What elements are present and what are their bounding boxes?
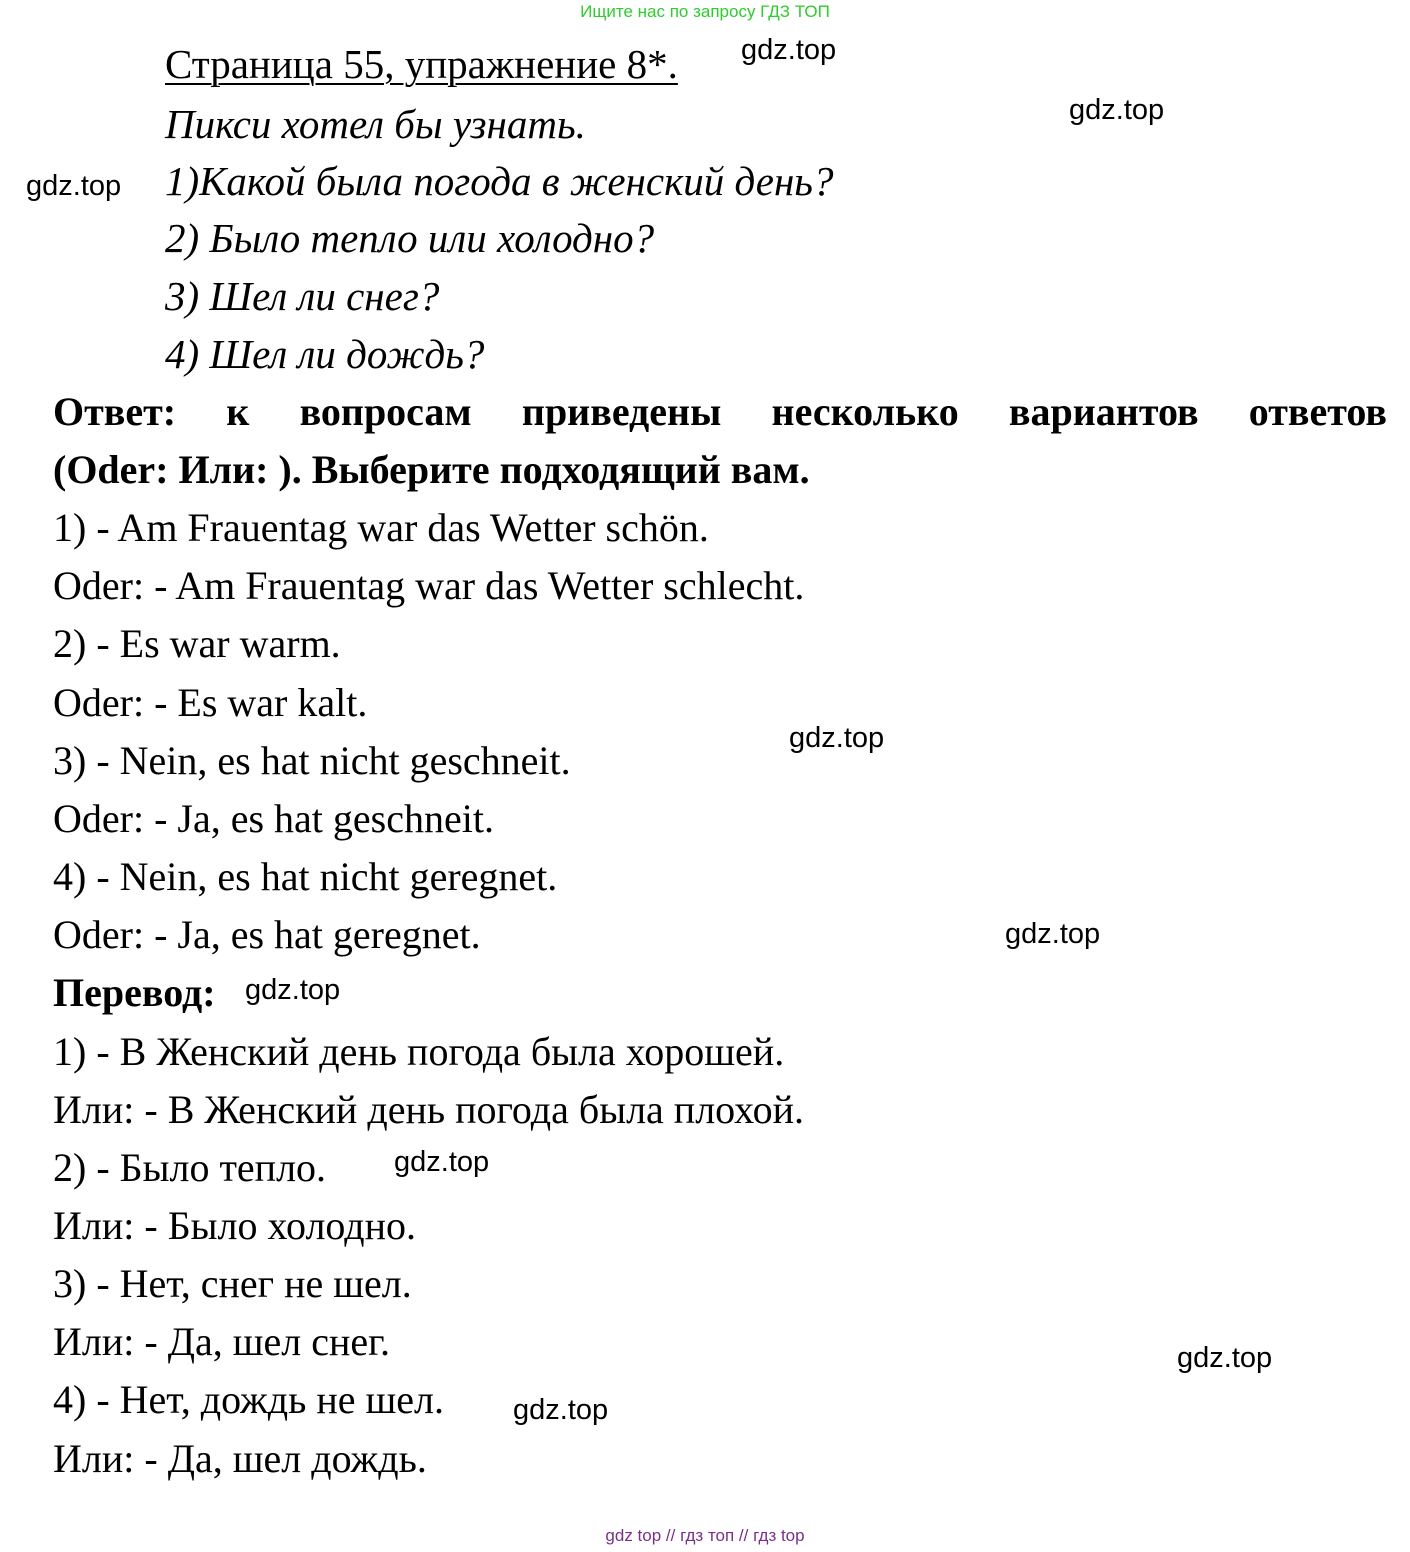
answer-heading-line-1: Ответ: к вопросам приведены несколько вариантов ответов	[53, 389, 1387, 434]
watermark: gdz.top	[789, 722, 885, 754]
watermark: gdz.top	[1069, 94, 1165, 126]
german-alt-4: Oder: - Ja, es hat geregnet.	[53, 912, 481, 957]
german-alt-1: Oder: - Am Frauentag war das Wetter schlecht.	[53, 563, 805, 608]
russian-alt-4: Или: - Да, шел дождь.	[53, 1436, 427, 1481]
question-4: 4) Шел ли дождь?	[165, 331, 485, 377]
russian-answer-1: 1) - В Женский день погода была хорошей.	[53, 1029, 785, 1074]
question-intro: Пикси хотел бы узнать.	[165, 101, 586, 147]
translation-heading: Перевод:	[53, 970, 216, 1015]
russian-alt-2: Или: - Было холодно.	[53, 1203, 417, 1248]
russian-answer-3: 3) - Нет, снег не шел.	[53, 1261, 412, 1306]
german-answer-2: 2) - Es war warm.	[53, 621, 341, 666]
russian-alt-3: Или: - Да, шел снег.	[53, 1319, 391, 1364]
page-title: Страница 55, упражнение 8*.	[165, 41, 678, 87]
russian-answer-4: 4) - Нет, дождь не шел.	[53, 1377, 445, 1422]
question-1: 1)Какой была погода в женский день?	[165, 158, 834, 204]
watermark: gdz.top	[1005, 918, 1101, 950]
watermark: gdz.top	[245, 974, 341, 1006]
watermark: gdz.top	[394, 1146, 490, 1178]
watermark: gdz.top	[1177, 1342, 1273, 1374]
question-2: 2) Было тепло или холодно?	[165, 215, 655, 261]
german-alt-2: Oder: - Es war kalt.	[53, 680, 368, 725]
question-3: 3) Шел ли снег?	[165, 273, 440, 319]
watermark: gdz.top	[741, 34, 837, 66]
answer-heading-line-2: (Oder: Или: ). Выберите подходящий вам.	[53, 447, 810, 492]
search-banner: Ищите нас по запросу ГДЗ ТОП	[580, 2, 830, 21]
russian-answer-2: 2) - Было тепло.	[53, 1145, 327, 1190]
german-answer-4: 4) - Nein, es hat nicht geregnet.	[53, 854, 558, 899]
russian-alt-1: Или: - В Женский день погода была плохой.	[53, 1087, 805, 1132]
german-alt-3: Oder: - Ja, es hat geschneit.	[53, 796, 494, 841]
german-answer-1: 1) - Am Frauentag war das Wetter schön.	[53, 505, 709, 550]
watermark: gdz.top	[26, 170, 122, 202]
german-answer-3: 3) - Nein, es hat nicht geschneit.	[53, 738, 571, 783]
watermark: gdz.top	[513, 1394, 609, 1426]
footer-text: gdz top // гдз топ // гдз top	[605, 1526, 805, 1545]
